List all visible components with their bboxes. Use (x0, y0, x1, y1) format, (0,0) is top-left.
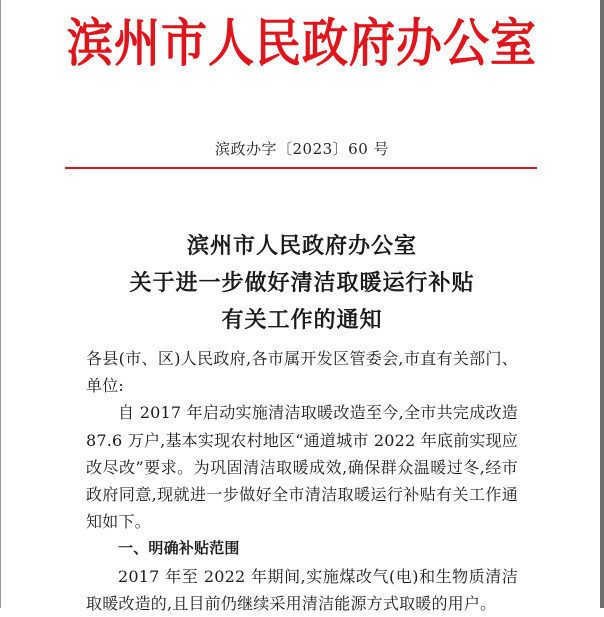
red-divider-line (65, 167, 537, 169)
title-line-3: 有关工作的通知 (221, 307, 383, 333)
body-paragraph-1: 自 2017 年启动实施清洁取暖改造至今,全市共完成改造 87.6 万户,基本实现农村地区“通道城市 2022 年底前实现应改尽改”要求。为巩固清洁取暖成效,确保群众温暖过冬,经市政府同意,现就进一步做好全市清洁取暖运行补贴有关工作通知如下。 (86, 403, 518, 532)
title-line-2: 关于进一步做好清洁取暖运行补贴 (129, 270, 475, 296)
section-heading-1: 一、明确补贴范围 (118, 539, 240, 558)
document-body (86, 345, 518, 617)
title-line-1: 滨州市人民政府办公室 (186, 233, 417, 259)
body-paragraph-2: 2017 年至 2022 年期间,实施煤改气(电)和生物质清洁取暖改造的,且目前仍继续采用清洁能源方式取暖的用户。 (86, 566, 518, 613)
salutation: 各县(市、区)人民政府,各市属开发区管委会,市直有关部门、单位: (86, 349, 518, 396)
masthead-org-name: 滨州市人民政府办公室 (67, 12, 537, 74)
document-number: 滨政办字〔2023〕60 号 (214, 140, 390, 158)
